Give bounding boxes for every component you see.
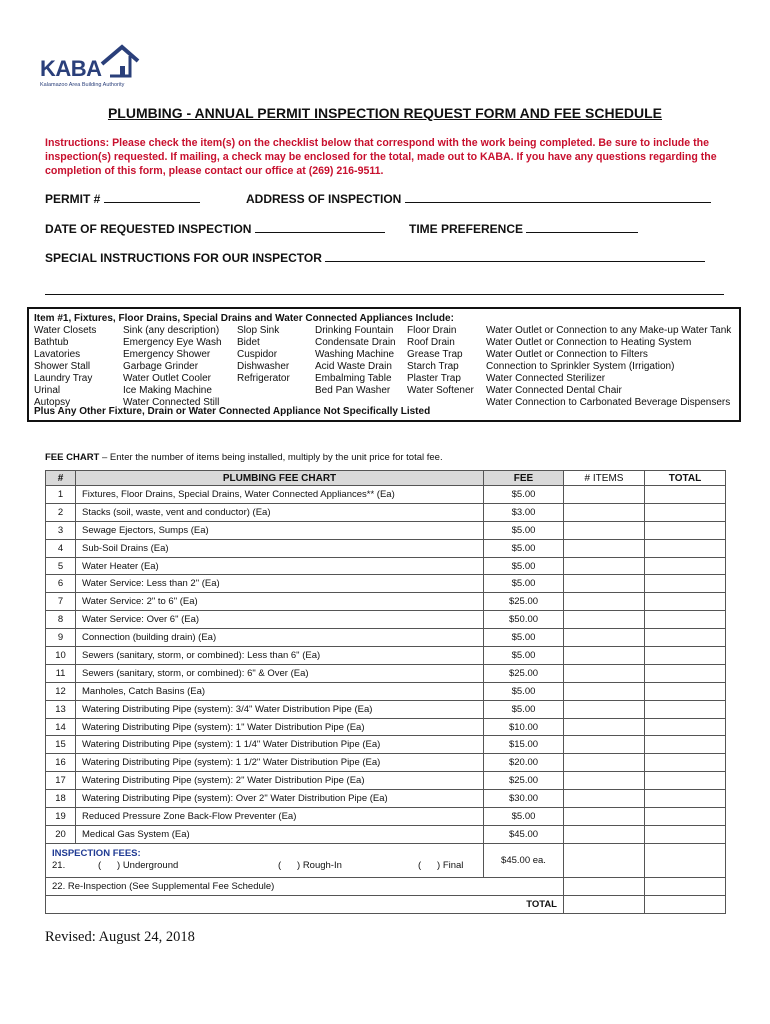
fixtures-list-box <box>27 307 741 422</box>
fixture-item: Laundry Tray <box>34 373 93 384</box>
fixture-item: Embalming Table <box>315 373 392 384</box>
fixture-item: Water Connected Sterilizer <box>486 373 606 384</box>
row-fee: $5.00 <box>484 486 564 504</box>
row-fee: $45.00 <box>484 825 564 843</box>
row-fee: $5.00 <box>484 700 564 718</box>
table-row <box>46 682 726 700</box>
row-description: Watering Distributing Pipe (system): 1" Water Distribution Pipe (Ea) <box>76 718 484 736</box>
row-items-input[interactable] <box>564 808 645 826</box>
row-total-input[interactable] <box>645 664 726 682</box>
fee-chart-label-rest: – Enter the number of items being installed, multiply by the unit price for total fee. <box>99 452 443 463</box>
header-total: TOTAL <box>645 471 726 486</box>
fixtures-list-footer: Plus Any Other Fixture, Drain or Water Connected Appliance Not Specifically Listed <box>34 406 431 417</box>
address-field[interactable] <box>246 191 711 206</box>
fixture-item: Bathtub <box>34 337 69 348</box>
table-row <box>46 754 726 772</box>
row-total-input[interactable] <box>645 808 726 826</box>
row-total-input[interactable] <box>645 593 726 611</box>
address-label: ADDRESS OF INSPECTION <box>246 192 402 206</box>
row-description: Sewers (sanitary, storm, or combined): Less than 6" (Ea) <box>76 647 484 665</box>
fixtures-column-5 <box>407 325 474 397</box>
table-row <box>46 503 726 521</box>
fixture-item: Slop Sink <box>237 325 280 336</box>
row-num: 8 <box>46 611 76 629</box>
row-fee: $15.00 <box>484 736 564 754</box>
row-num: 4 <box>46 539 76 557</box>
fixture-item: Bidet <box>237 337 260 348</box>
row-num: 20 <box>46 825 76 843</box>
house-logo-icon <box>100 44 140 78</box>
row-fee: $50.00 <box>484 611 564 629</box>
row-fee: $25.00 <box>484 664 564 682</box>
permit-field[interactable] <box>45 191 200 206</box>
row-items-input[interactable] <box>564 682 645 700</box>
table-row <box>46 629 726 647</box>
total-row <box>46 895 726 913</box>
fixture-item: Condensate Drain <box>315 337 396 348</box>
row-items-input[interactable] <box>564 503 645 521</box>
row-description: Sub-Soil Drains (Ea) <box>76 539 484 557</box>
row-description: Fixtures, Floor Drains, Special Drains, Water Connected Appliances** (Ea) <box>76 486 484 504</box>
fixture-item: Water Connected Dental Chair <box>486 385 622 396</box>
fixture-item: Floor Drain <box>407 325 457 336</box>
row-fee: $5.00 <box>484 557 564 575</box>
row-items-input[interactable] <box>564 539 645 557</box>
row-num: 19 <box>46 808 76 826</box>
fixture-item: Water Connection to Carbonated Beverage Dispensers <box>486 397 731 408</box>
row-fee: $25.00 <box>484 772 564 790</box>
fixtures-list-heading: Item #1, Fixtures, Floor Drains, Special Drains and Water Connected Appliances Include: <box>34 313 454 324</box>
table-row <box>46 808 726 826</box>
final-label: Final <box>442 860 464 872</box>
table-row <box>46 700 726 718</box>
row-items-input[interactable] <box>564 772 645 790</box>
table-row <box>46 825 726 843</box>
fixture-item: Bed Pan Washer <box>315 385 391 396</box>
special-instructions-field[interactable] <box>45 250 705 265</box>
row-description: Watering Distributing Pipe (system): 1 1/2" Water Distribution Pipe (Ea) <box>76 754 484 772</box>
time-field[interactable] <box>409 221 638 236</box>
inspection-total-input[interactable] <box>645 843 726 877</box>
fixture-item: Dishwasher <box>237 361 290 372</box>
row-num: 5 <box>46 557 76 575</box>
row-num: 12 <box>46 682 76 700</box>
row-description: Stacks (soil, waste, vent and conductor) (Ea) <box>76 503 484 521</box>
row-description: Water Service: Over 6" (Ea) <box>76 611 484 629</box>
date-label: DATE OF REQUESTED INSPECTION <box>45 222 252 236</box>
date-blank[interactable] <box>255 221 385 233</box>
fixture-item: Starch Trap <box>407 361 459 372</box>
fixture-item: Autopsy <box>34 397 71 408</box>
inspection-fees-title: INSPECTION FEES: <box>52 848 141 860</box>
grand-total-input[interactable] <box>645 895 726 913</box>
row-items-input[interactable] <box>564 629 645 647</box>
logo-text: KABA <box>40 56 102 81</box>
fixture-item: Refrigerator <box>237 373 290 384</box>
row-total-input[interactable] <box>645 790 726 808</box>
table-row <box>46 611 726 629</box>
row-total-input[interactable] <box>645 557 726 575</box>
fee-chart-instructions <box>45 452 443 463</box>
header-num: # <box>46 471 76 486</box>
row-fee: $5.00 <box>484 521 564 539</box>
row-total-input[interactable] <box>645 521 726 539</box>
table-row <box>46 557 726 575</box>
row-description: Sewers (sanitary, storm, or combined): 6" & Over (Ea) <box>76 664 484 682</box>
row-num: 18 <box>46 790 76 808</box>
table-row <box>46 664 726 682</box>
reinspection-cell: 22. Re-Inspection (See Supplemental Fee Schedule) <box>46 877 564 895</box>
row-num: 7 <box>46 593 76 611</box>
underground-label: Underground <box>122 860 179 872</box>
row-total-input[interactable] <box>645 486 726 504</box>
special-instructions-blank[interactable] <box>325 250 705 262</box>
inspection-fees-row <box>46 843 726 877</box>
row-total-input[interactable] <box>645 503 726 521</box>
fixtures-column-1 <box>34 325 96 409</box>
inspection-fees-cell <box>46 843 484 877</box>
special-instructions-label: SPECIAL INSTRUCTIONS FOR OUR INSPECTOR <box>45 251 322 265</box>
header-fee: FEE <box>484 471 564 486</box>
final-option[interactable]: ( ) Final <box>418 860 464 872</box>
row-description: Water Service: 2" to 6" (Ea) <box>76 593 484 611</box>
row-num: 15 <box>46 736 76 754</box>
row-total-input[interactable] <box>645 611 726 629</box>
fixture-item: Acid Waste Drain <box>315 361 392 372</box>
row-num: 16 <box>46 754 76 772</box>
row-fee: $5.00 <box>484 575 564 593</box>
row-fee: $5.00 <box>484 808 564 826</box>
row-total-input[interactable] <box>645 736 726 754</box>
row-description: Medical Gas System (Ea) <box>76 825 484 843</box>
fixture-item: Garbage Grinder <box>123 361 199 372</box>
row-description: Manholes, Catch Basins (Ea) <box>76 682 484 700</box>
row-fee: $5.00 <box>484 682 564 700</box>
row-items-input[interactable] <box>564 664 645 682</box>
fixture-item: Water Outlet or Connection to Filters <box>486 349 648 360</box>
row-description: Reduced Pressure Zone Back-Flow Preventer (Ea) <box>76 808 484 826</box>
fixture-item: Water Outlet Cooler <box>123 373 211 384</box>
fee-chart-table <box>45 470 726 914</box>
row-fee: $20.00 <box>484 754 564 772</box>
fixture-item: Roof Drain <box>407 337 455 348</box>
fixture-item: Lavatories <box>34 349 81 360</box>
row-total-input[interactable] <box>645 629 726 647</box>
row-description: Watering Distributing Pipe (system): 2" Water Distribution Pipe (Ea) <box>76 772 484 790</box>
roughin-label: Rough-In <box>302 860 342 872</box>
permit-blank[interactable] <box>104 191 200 203</box>
fixtures-column-2 <box>123 325 222 409</box>
fixture-item: Water Softener <box>407 385 474 396</box>
row-fee: $10.00 <box>484 718 564 736</box>
fixture-item: Water Closets <box>34 325 97 336</box>
row-num: 9 <box>46 629 76 647</box>
table-row <box>46 790 726 808</box>
row-total-input[interactable] <box>645 772 726 790</box>
table-row <box>46 647 726 665</box>
row-total-input[interactable] <box>645 825 726 843</box>
row-fee: $25.00 <box>484 593 564 611</box>
row-items-input[interactable] <box>564 486 645 504</box>
row-num: 17 <box>46 772 76 790</box>
row-num: 14 <box>46 718 76 736</box>
fixture-item: Grease Trap <box>407 349 463 360</box>
row-items-input[interactable] <box>564 736 645 754</box>
row-total-input[interactable] <box>645 539 726 557</box>
row-items-input[interactable] <box>564 825 645 843</box>
fixture-item: Water Outlet or Connection to any Make-up Water Tank <box>486 325 732 336</box>
fixtures-column-4 <box>315 325 396 397</box>
row-items-input[interactable] <box>564 593 645 611</box>
inspection-items-input[interactable] <box>564 843 645 877</box>
row-fee: $5.00 <box>484 629 564 647</box>
row-num: 3 <box>46 521 76 539</box>
row-fee: $5.00 <box>484 539 564 557</box>
row-num: 11 <box>46 664 76 682</box>
fixture-item: Sink (any description) <box>123 325 220 336</box>
table-row <box>46 718 726 736</box>
row-items-input[interactable] <box>564 575 645 593</box>
row-total-input[interactable] <box>645 718 726 736</box>
fee-chart-label: FEE CHART <box>45 452 100 463</box>
table-row <box>46 575 726 593</box>
fixture-item: Connection to Sprinkler System (Irrigation) <box>486 361 675 372</box>
table-row <box>46 772 726 790</box>
row-fee: $3.00 <box>484 503 564 521</box>
header-description: PLUMBING FEE CHART <box>76 471 484 486</box>
reinspection-items-input[interactable] <box>564 877 645 895</box>
table-row <box>46 736 726 754</box>
total-items-input[interactable] <box>564 895 645 913</box>
row-fee: $30.00 <box>484 790 564 808</box>
row-total-input[interactable] <box>645 682 726 700</box>
fixtures-column-6 <box>486 325 731 409</box>
row-description: Connection (building drain) (Ea) <box>76 629 484 647</box>
fixture-item: Water Outlet or Connection to Heating System <box>486 337 692 348</box>
address-blank[interactable] <box>405 191 711 203</box>
kaba-logo <box>40 42 150 94</box>
reinspection-row <box>46 877 726 895</box>
table-row <box>46 486 726 504</box>
row-items-input[interactable] <box>564 521 645 539</box>
row-total-input[interactable] <box>645 647 726 665</box>
row-num: 6 <box>46 575 76 593</box>
row-description: Watering Distributing Pipe (system): 3/4" Water Distribution Pipe (Ea) <box>76 700 484 718</box>
fixture-item: Water Connected Still <box>123 397 220 408</box>
row-items-input[interactable] <box>564 647 645 665</box>
fixture-item: Emergency Shower <box>123 349 211 360</box>
fee-chart-header-row <box>46 471 726 486</box>
row-items-input[interactable] <box>564 754 645 772</box>
permit-label: PERMIT # <box>45 192 101 206</box>
row-num: 10 <box>46 647 76 665</box>
instructions-text: Instructions: Please check the item(s) on the checklist below that correspond with the work being completed. Be sure to include the inspection(s) requested. If mailing, a check may be enclosed for the total, made out to KABA. If you have any questions regarding the completion of this form, please contact our office at (269) 216-9511. <box>45 137 717 177</box>
row-description: Water Heater (Ea) <box>76 557 484 575</box>
inspection-options <box>52 860 477 872</box>
row-items-input[interactable] <box>564 790 645 808</box>
row-total-input[interactable] <box>645 575 726 593</box>
row-description: Water Service: Less than 2" (Ea) <box>76 575 484 593</box>
reinspection-total-input[interactable] <box>645 877 726 895</box>
header-items: # ITEMS <box>564 471 645 486</box>
fixture-item: Emergency Eye Wash <box>123 337 222 348</box>
table-row <box>46 593 726 611</box>
revised-date: Revised: August 24, 2018 <box>45 929 195 945</box>
row-items-input[interactable] <box>564 611 645 629</box>
row-description: Watering Distributing Pipe (system): 1 1/4" Water Distribution Pipe (Ea) <box>76 736 484 754</box>
roughin-option[interactable]: ( ) Rough-In <box>278 860 342 872</box>
row-num: 2 <box>46 503 76 521</box>
row-items-input[interactable] <box>564 557 645 575</box>
table-row <box>46 521 726 539</box>
total-label: TOTAL <box>46 895 564 913</box>
time-blank[interactable] <box>526 221 638 233</box>
fixture-item: Plaster Trap <box>407 373 461 384</box>
fixtures-column-3 <box>237 325 290 385</box>
fixture-item: Urinal <box>34 385 61 396</box>
table-row <box>46 539 726 557</box>
fixture-item: Shower Stall <box>34 361 91 372</box>
time-label: TIME PREFERENCE <box>409 222 524 236</box>
fixture-item: Drinking Fountain <box>315 325 394 336</box>
date-field[interactable] <box>45 221 385 236</box>
row-description: Sewage Ejectors, Sumps (Ea) <box>76 521 484 539</box>
row-total-input[interactable] <box>645 754 726 772</box>
row-num: 13 <box>46 700 76 718</box>
row-items-input[interactable] <box>564 718 645 736</box>
underground-option[interactable]: ( ) Underground <box>98 860 179 872</box>
inspection-fee: $45.00 ea. <box>484 843 564 877</box>
logo-subtitle: Kalamazoo Area Building Authority <box>40 82 125 88</box>
page-title: PLUMBING - ANNUAL PERMIT INSPECTION REQUEST FORM AND FEE SCHEDULE <box>107 105 663 121</box>
row-num: 1 <box>46 486 76 504</box>
row-items-input[interactable] <box>564 700 645 718</box>
fixture-item: Washing Machine <box>315 349 395 360</box>
fixture-item: Ice Making Machine <box>123 385 212 396</box>
row-description: Watering Distributing Pipe (system): Over 2" Water Distribution Pipe (Ea) <box>76 790 484 808</box>
fixture-item: Cuspidor <box>237 349 278 360</box>
row-total-input[interactable] <box>645 700 726 718</box>
row-fee: $5.00 <box>484 647 564 665</box>
inspection-num: 21. <box>52 860 66 872</box>
special-instructions-blank-line-2[interactable] <box>45 283 724 295</box>
